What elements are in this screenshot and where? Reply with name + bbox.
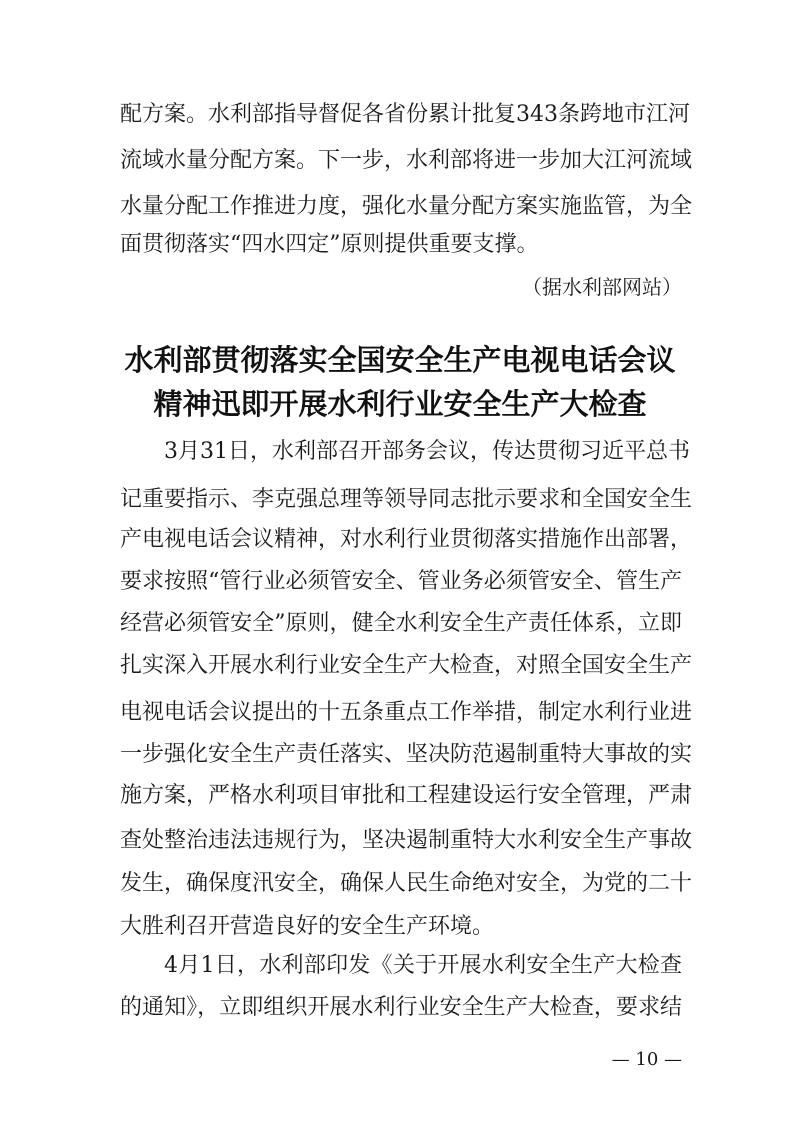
continuation-line: 水量分配工作推进力度，强化水量分配方案实施监管，为全 bbox=[120, 194, 693, 219]
continuation-line: 配方案。水利部指导督促各省份累计批复343条跨地市江河 bbox=[120, 102, 690, 127]
article-title-line-1: 水利部贯彻落实全国安全生产电视电话会议 bbox=[124, 343, 676, 377]
continuation-line: 流域水量分配方案。下一步，水利部将进一步加大江河流域 bbox=[120, 148, 693, 173]
continuation-line: 面贯彻落实“四水四定”原则提供重要支撑。 bbox=[120, 232, 539, 257]
paragraph-1-line: 大胜利召开营造良好的安全生产环境。 bbox=[120, 914, 495, 939]
source-attribution: （据水利部网站） bbox=[522, 275, 682, 299]
page-number: — 10 — bbox=[611, 1049, 682, 1070]
paragraph-1-line: 电视电话会议提出的十五条重点工作举措，制定水利行业进 bbox=[120, 700, 693, 725]
article-title-line-2: 精神迅即开展水利行业安全生产大检查 bbox=[153, 387, 647, 421]
paragraph-1-line: 经营必须管安全”原则，健全水利安全生产责任体系，立即 bbox=[120, 611, 682, 636]
paragraph-1-line: 要求按照“管行业必须管安全、管业务必须管安全、管生产 bbox=[120, 569, 682, 594]
paragraph-1-line: 施方案，严格水利项目审批和工程建设运行安全管理，严肃 bbox=[120, 783, 693, 808]
paragraph-1-line: 扎实深入开展水利行业安全生产大检查，对照全国安全生产 bbox=[120, 653, 693, 678]
paragraph-2-line: 的通知》，立即组织开展水利行业安全生产大检查，要求结 bbox=[120, 995, 682, 1020]
paragraph-1-line: 产电视电话会议精神，对水利行业贯彻落实措施作出部署， bbox=[120, 527, 693, 552]
paragraph-2-line: 4月1日，水利部印发《关于开展水利安全生产大检查 bbox=[164, 953, 682, 978]
paragraph-1-line: 一步强化安全生产责任落实、坚决防范遏制重特大事故的实 bbox=[120, 742, 693, 767]
paragraph-1-line: 发生，确保度汛安全，确保人民生命绝对安全，为党的二十 bbox=[120, 871, 693, 896]
paragraph-1-line: 记重要指示、李克强总理等领导同志批示要求和全国安全生 bbox=[120, 487, 693, 512]
paragraph-1-line: 查处整治违法违规行为，坚决遏制重特大水利安全生产事故 bbox=[120, 828, 693, 853]
paragraph-1-line: 3月31日，水利部召开部务会议，传达贯彻习近平总书 bbox=[164, 439, 690, 464]
